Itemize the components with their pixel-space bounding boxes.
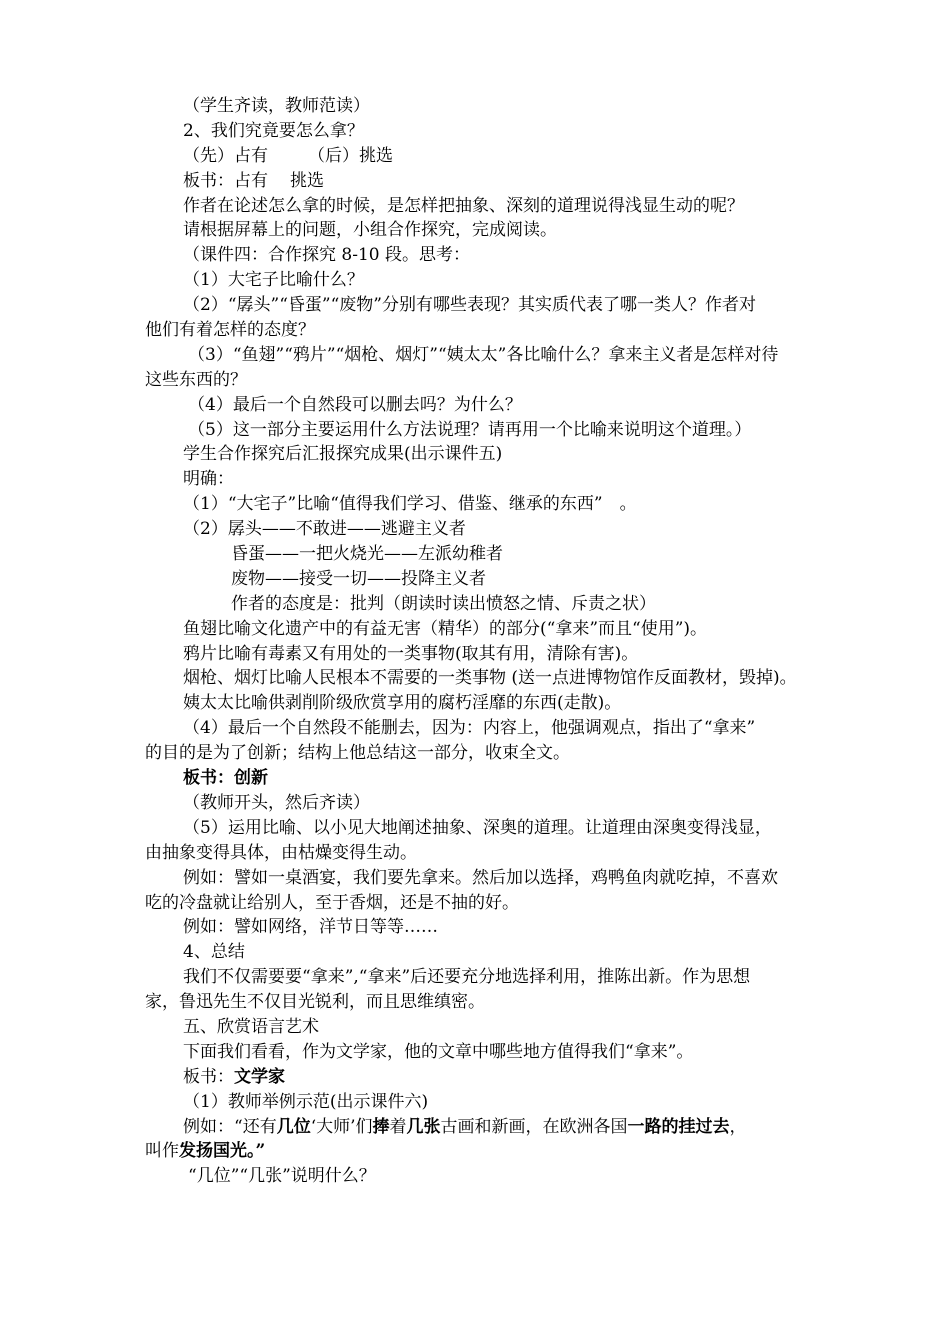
text-line: 昏蛋——一把火烧光——左派幼稚者 <box>231 544 503 565</box>
text-line: （教师开头，然后齐读） <box>183 792 370 813</box>
text-line: 作者的态度是：批判（朗读时读出愤怒之情、斥责之状） <box>231 593 656 614</box>
text-line: 板书：文学家 <box>183 1066 285 1087</box>
text-line: 鱼翅比喻文化遗产中的有益无害（精华）的部分(“拿来”而且“使用”)。 <box>183 618 708 639</box>
text-line: 鸦片比喻有毒素又有用处的一类事物(取其有用，清除有害)。 <box>183 643 639 664</box>
text-line: （2）“孱头”“昏蛋”“废物”分别有哪些表现？其实质代表了哪一类人？作者对 <box>183 295 756 316</box>
text-line: 家，鲁迅先生不仅目光锐利，而且思维缜密。 <box>145 992 485 1013</box>
text-line: 作者在论述怎么拿的时候，是怎样把抽象、深刻的道理说得浅显生动的呢？ <box>183 195 744 216</box>
text-line: 他们有着怎样的态度？ <box>145 320 315 341</box>
text-line: 下面我们看看，作为文学家，他的文章中哪些地方值得我们“拿来”。 <box>183 1041 694 1062</box>
blackboard-heading: 板书：创新 <box>183 768 268 789</box>
text-line: “几位”“几张”说明什么？ <box>188 1166 376 1187</box>
text-line: 吃的冷盘就让给别人，至于香烟，还是不抽的好。 <box>145 892 519 913</box>
text-line: 叫作发扬国光。” <box>145 1141 266 1162</box>
text-line: 姨太太比喻供剥削阶级欣赏享用的腐朽淫靡的东西(走散)。 <box>183 693 622 714</box>
text-line: 例如：譬如网络，洋节日等等…… <box>183 917 438 938</box>
text-line: （先）占有 （后）挑选 <box>183 145 393 166</box>
text-line: （1）大宅子比喻什么？ <box>183 270 364 291</box>
text-line: 明确： <box>183 469 234 490</box>
text-line: （3）“鱼翅”“鸦片”“烟枪、烟灯”“姨太太”各比喻什么？拿来主义者是怎样对待 <box>188 344 779 365</box>
text-line: （课件四：合作探究 8-10 段。思考： <box>183 245 470 266</box>
text-line: （学生齐读，教师范读） <box>183 96 370 116</box>
text-line: （1）“大宅子”比喻“值得我们学习、借鉴、继承的东西” 。 <box>183 494 637 515</box>
text-line: 学生合作探究后汇报探究成果(出示课件五) <box>183 444 503 465</box>
text-line: 请根据屏幕上的问题，小组合作探究，完成阅读。 <box>183 220 557 241</box>
text-line: 烟枪、烟灯比喻人民根本不需要的一类事物 (送一点进博物馆作反面教材，毁掉)。 <box>183 668 797 689</box>
text-line: 由抽象变得具体，由枯燥变得生动。 <box>145 842 417 863</box>
text-line: （5）运用比喻、以小见大地阐述抽象、深奥的道理。让道理由深奥变得浅显， <box>183 817 772 838</box>
text-line: 例如：“还有几位‘大师’们捧着几张古画和新画，在欧洲各国一路的挂过去， <box>183 1116 747 1137</box>
text-line: （1）教师举例示范(出示课件六) <box>183 1091 429 1112</box>
text-line: （4）最后一个自然段可以删去吗？为什么？ <box>188 394 522 415</box>
text-line: 板书：占有 挑选 <box>183 170 324 191</box>
text-line: 的目的是为了创新；结构上他总结这一部分，收束全文。 <box>145 743 570 764</box>
text-line: 我们不仅需要要“拿来”,“拿来”后还要充分地选择利用，推陈出新。作为思想 <box>183 967 751 988</box>
text-line: 2、我们究竟要怎么拿？ <box>183 120 364 141</box>
text-line: 例如：譬如一桌酒宴，我们要先拿来。然后加以选择，鸡鸭鱼肉就吃掉，不喜欢 <box>183 867 778 888</box>
section-heading: 五、欣赏语言艺术 <box>183 1016 319 1037</box>
text-line: 这些东西的？ <box>145 369 247 390</box>
text-line: （2）孱头——不敢进——逃避主义者 <box>183 519 466 540</box>
text-line: 4、总结 <box>183 942 245 963</box>
text-line: （4）最后一个自然段不能删去，因为：内容上，他强调观点，指出了“拿来” <box>183 718 756 739</box>
text-line: 废物——接受一切——投降主义者 <box>231 568 486 589</box>
text-line: （5）这一部分主要运用什么方法说理？请再用一个比喻来说明这个道理。） <box>188 419 752 440</box>
